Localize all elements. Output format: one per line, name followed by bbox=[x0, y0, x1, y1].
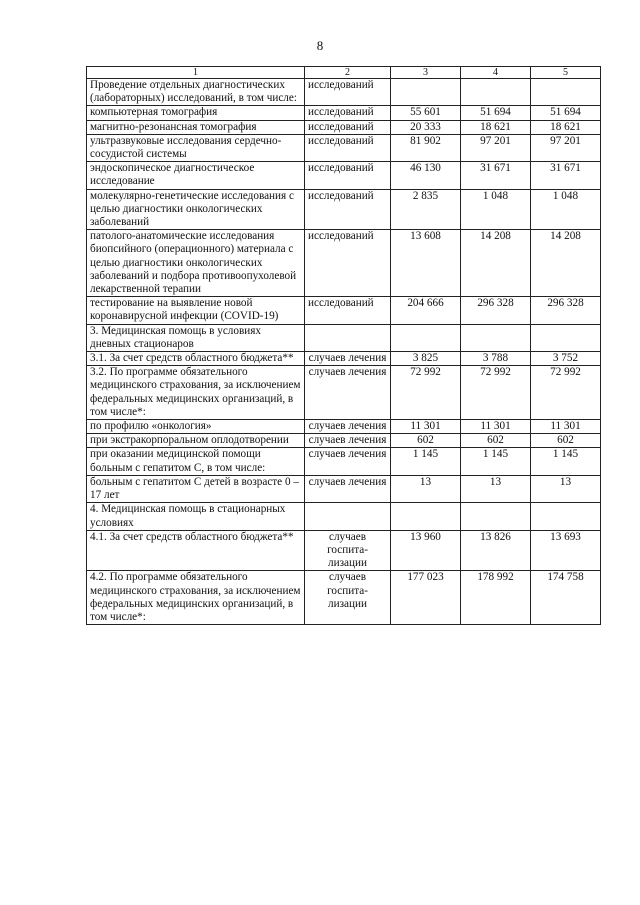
table-row bbox=[87, 503, 601, 530]
row-value-col4 bbox=[461, 324, 531, 351]
row-value-col4: 13 826 bbox=[461, 530, 531, 571]
row-unit: исследований bbox=[305, 106, 391, 120]
row-value-col5: 13 bbox=[531, 475, 601, 502]
row-value-col3: 11 301 bbox=[391, 420, 461, 434]
row-unit: исследований bbox=[305, 120, 391, 134]
row-value-col5 bbox=[531, 324, 601, 351]
row-value-col5: 296 328 bbox=[531, 297, 601, 324]
row-value-col5: 72 992 bbox=[531, 366, 601, 420]
table-row bbox=[87, 530, 601, 571]
row-value-col3: 13 960 bbox=[391, 530, 461, 571]
row-value-col3: 3 825 bbox=[391, 352, 461, 366]
row-unit: случаев лечения bbox=[305, 475, 391, 502]
row-name: эндоскопическое диагностическое исследование bbox=[87, 162, 305, 189]
row-name: 4. Медицинская помощь в стационарных условиях bbox=[87, 503, 305, 530]
row-value-col5: 97 201 bbox=[531, 134, 601, 161]
row-name: тестирование на выявление новой коронавирусной инфекции (COVID-19) bbox=[87, 297, 305, 324]
table-header-row bbox=[87, 67, 601, 79]
row-name: 3. Медицинская помощь в условиях дневных стационаров bbox=[87, 324, 305, 351]
row-unit bbox=[305, 503, 391, 530]
row-unit: случаев госпита-лизации bbox=[305, 571, 391, 625]
page-number: 8 bbox=[316, 38, 324, 53]
row-value-col4: 1 145 bbox=[461, 448, 531, 475]
row-value-col4 bbox=[461, 79, 531, 106]
row-name: патолого-анатомические исследования биопсийного (операционного) материала с целью диагностики онкологических заболеваний и подбора противоопухолевой лекарственной терапии bbox=[87, 230, 305, 297]
row-unit bbox=[305, 324, 391, 351]
row-value-col4: 97 201 bbox=[461, 134, 531, 161]
row-value-col4: 1 048 bbox=[461, 189, 531, 230]
table-row bbox=[87, 571, 601, 625]
table-row bbox=[87, 366, 601, 420]
row-value-col3: 602 bbox=[391, 434, 461, 448]
row-name: 4.2. По программе обязательного медицинского страхования, за исключением федеральных медицинских организаций, в том числе*: bbox=[87, 571, 305, 625]
table-row bbox=[87, 189, 601, 230]
row-value-col3 bbox=[391, 324, 461, 351]
row-value-col4: 11 301 bbox=[461, 420, 531, 434]
row-unit: исследований bbox=[305, 162, 391, 189]
row-value-col4: 296 328 bbox=[461, 297, 531, 324]
row-unit: исследований bbox=[305, 189, 391, 230]
row-unit: исследований bbox=[305, 79, 391, 106]
table-row bbox=[87, 120, 601, 134]
table-row bbox=[87, 324, 601, 351]
row-name: компьютерная томография bbox=[87, 106, 305, 120]
row-name: 4.1. За счет средств областного бюджета** bbox=[87, 530, 305, 571]
row-name: при оказании медицинской помощи больным с гепатитом С, в том числе: bbox=[87, 448, 305, 475]
row-value-col5 bbox=[531, 503, 601, 530]
row-value-col3: 1 145 bbox=[391, 448, 461, 475]
row-name: молекулярно-генетические исследования с целью диагностики онкологических заболеваний bbox=[87, 189, 305, 230]
row-unit: исследований bbox=[305, 297, 391, 324]
row-unit: случаев лечения bbox=[305, 434, 391, 448]
table-row bbox=[87, 434, 601, 448]
table-row bbox=[87, 162, 601, 189]
row-value-col5: 3 752 bbox=[531, 352, 601, 366]
row-value-col5: 14 208 bbox=[531, 230, 601, 297]
row-unit: случаев лечения bbox=[305, 366, 391, 420]
header-cell: 3 bbox=[391, 67, 461, 79]
row-value-col5 bbox=[531, 79, 601, 106]
row-value-col3: 13 608 bbox=[391, 230, 461, 297]
row-value-col5: 11 301 bbox=[531, 420, 601, 434]
row-name: Проведение отдельных диагностических (лабораторных) исследований, в том числе: bbox=[87, 79, 305, 106]
row-value-col4: 178 992 bbox=[461, 571, 531, 625]
row-value-col3: 55 601 bbox=[391, 106, 461, 120]
row-name: ультразвуковые исследования сердечно-сосудистой системы bbox=[87, 134, 305, 161]
row-value-col4: 31 671 bbox=[461, 162, 531, 189]
row-value-col3: 13 bbox=[391, 475, 461, 502]
row-name: 3.2. По программе обязательного медицинского страхования, за исключением федеральных медицинских организаций, в том числе*: bbox=[87, 366, 305, 420]
row-value-col4: 3 788 bbox=[461, 352, 531, 366]
row-unit: случаев лечения bbox=[305, 448, 391, 475]
header-cell: 1 bbox=[87, 67, 305, 79]
table-row bbox=[87, 230, 601, 297]
indicators-table bbox=[86, 66, 601, 625]
header-cell: 5 bbox=[531, 67, 601, 79]
row-value-col3: 204 666 bbox=[391, 297, 461, 324]
table-row bbox=[87, 79, 601, 106]
row-value-col3: 72 992 bbox=[391, 366, 461, 420]
table-row bbox=[87, 475, 601, 502]
table-row bbox=[87, 134, 601, 161]
row-value-col4: 14 208 bbox=[461, 230, 531, 297]
header-cell: 2 bbox=[305, 67, 391, 79]
row-name: 3.1. За счет средств областного бюджета** bbox=[87, 352, 305, 366]
row-value-col4: 13 bbox=[461, 475, 531, 502]
row-value-col5: 18 621 bbox=[531, 120, 601, 134]
row-value-col4: 51 694 bbox=[461, 106, 531, 120]
row-value-col5: 31 671 bbox=[531, 162, 601, 189]
row-value-col3: 2 835 bbox=[391, 189, 461, 230]
row-value-col5: 51 694 bbox=[531, 106, 601, 120]
row-name: больным с гепатитом С детей в возрасте 0 – 17 лет bbox=[87, 475, 305, 502]
row-name: по профилю «онкология» bbox=[87, 420, 305, 434]
row-value-col3 bbox=[391, 503, 461, 530]
row-value-col5: 13 693 bbox=[531, 530, 601, 571]
row-value-col4: 18 621 bbox=[461, 120, 531, 134]
row-unit: исследований bbox=[305, 230, 391, 297]
table-row bbox=[87, 420, 601, 434]
row-value-col5: 602 bbox=[531, 434, 601, 448]
row-value-col4: 602 bbox=[461, 434, 531, 448]
row-value-col5: 1 145 bbox=[531, 448, 601, 475]
row-value-col3 bbox=[391, 79, 461, 106]
row-value-col5: 1 048 bbox=[531, 189, 601, 230]
row-value-col3: 177 023 bbox=[391, 571, 461, 625]
table-row bbox=[87, 297, 601, 324]
table-row bbox=[87, 352, 601, 366]
row-unit: случаев госпита-лизации bbox=[305, 530, 391, 571]
row-unit: случаев лечения bbox=[305, 420, 391, 434]
row-value-col3: 20 333 bbox=[391, 120, 461, 134]
row-value-col5: 174 758 bbox=[531, 571, 601, 625]
table-row bbox=[87, 106, 601, 120]
row-unit: случаев лечения bbox=[305, 352, 391, 366]
row-value-col4: 72 992 bbox=[461, 366, 531, 420]
row-unit: исследований bbox=[305, 134, 391, 161]
table-row bbox=[87, 448, 601, 475]
header-cell: 4 bbox=[461, 67, 531, 79]
row-value-col3: 81 902 bbox=[391, 134, 461, 161]
row-name: при экстракорпоральном оплодотворении bbox=[87, 434, 305, 448]
row-name: магнитно-резонансная томография bbox=[87, 120, 305, 134]
row-value-col3: 46 130 bbox=[391, 162, 461, 189]
row-value-col4 bbox=[461, 503, 531, 530]
